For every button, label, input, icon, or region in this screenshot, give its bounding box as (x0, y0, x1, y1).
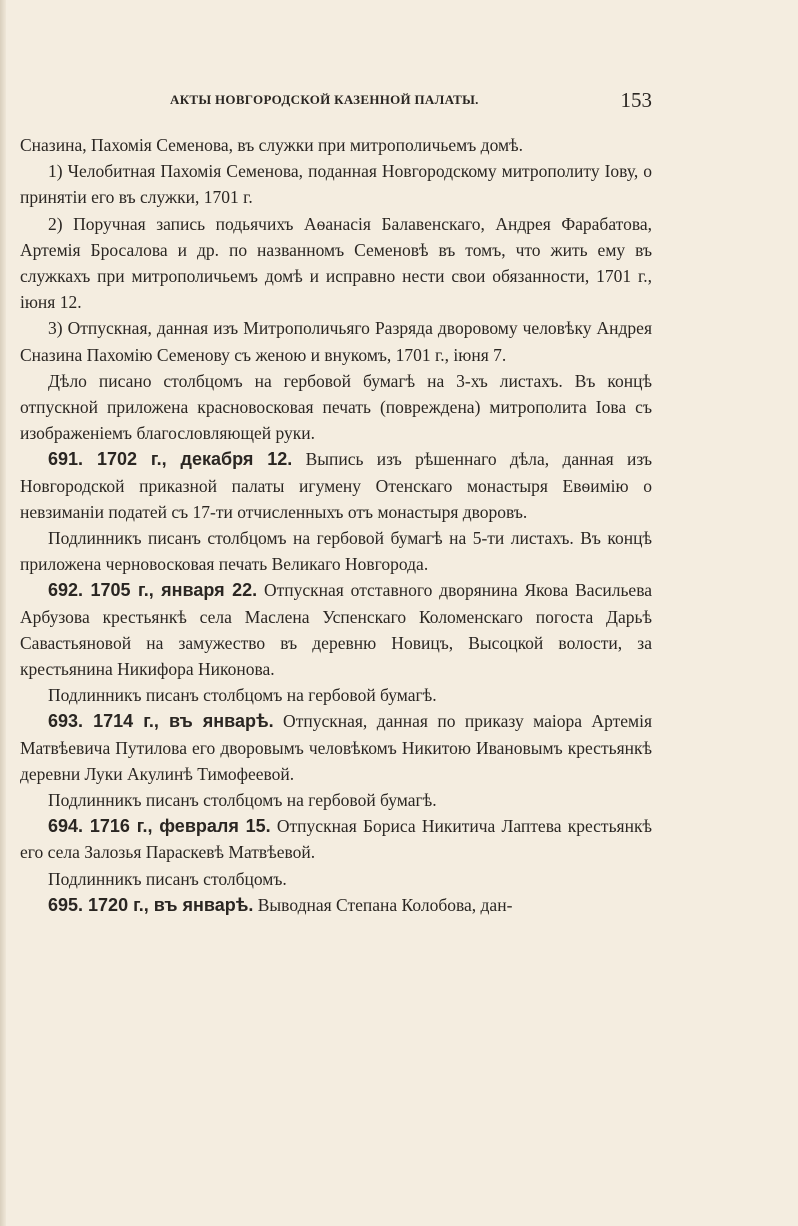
paragraph-text: Дѣло писано столбцомъ на гербовой бумагѣ на 3-хъ листахъ. Въ концѣ отпускной приложена красновосковая печать (повреждена) митрополита Іова съ изображеніемъ благословляющей руки. (20, 370, 652, 444)
paragraph-text: Выводная Степана Колобова, дан- (253, 894, 513, 915)
paragraph-text: Сназина, Пахомія Семенова, въ служки при митрополичьемъ домѣ. (20, 135, 523, 155)
running-title: АКТЫ НОВГОРОДСКОЙ КАЗЕННОЙ ПАЛАТЫ. (170, 92, 479, 107)
entry-heading: 694. 1716 г., февраля 15. (48, 816, 271, 837)
paragraph (20, 787, 652, 813)
paragraph-text: 2) Поручная запись подьячихъ Аѳанасія Балавенскаго, Андрея Фарабатова, Артемія Бросалова и др. по названномъ Семеновѣ въ томъ, что жить ему въ служкахъ при митрополичьемъ домѣ и исправно нести свои обязанности, 1701 г., іюня 12. (20, 213, 652, 313)
running-header (20, 88, 652, 116)
paragraph (20, 892, 652, 918)
entry-heading: 695. 1720 г., въ январѣ. (48, 894, 254, 915)
entry-heading: 693. 1714 г., въ январѣ. (48, 711, 274, 732)
paragraph (20, 315, 652, 367)
paragraph (20, 368, 652, 447)
paragraph (20, 866, 652, 892)
paragraph (20, 211, 652, 316)
paragraph (20, 158, 652, 210)
paragraph-text: Подлинникъ писанъ столбцомъ на гербовой бумагѣ на 5-ти листахъ. Въ концѣ приложена черновосковая печать Великаго Новгорода. (20, 528, 652, 575)
paragraph-text: Подлинникъ писанъ столбцомъ на гербовой бумагѣ. (48, 790, 437, 811)
paragraph (20, 577, 652, 682)
paragraph (20, 708, 652, 787)
paragraph-text: Выпись изъ рѣшеннаго дѣла, данная изъ Новгородской приказной палаты игумену Отенскаго монастыря Евѳимію о невзиманіи податей съ 17-ти отчисленныхъ отъ монастыря дворовъ. (20, 449, 653, 522)
paragraph (20, 525, 652, 577)
paragraph-text: Отпускная отставного дворянина Якова Васильева Арбузова крестьянкѣ села Маслена Успенскаго Коломенскаго погоста Дарьѣ Савастьяновой на замужество въ деревню Новицъ, Высоцкой волости, за крестьянина Никифора Никонова. (20, 580, 652, 680)
page-number: 153 (620, 88, 652, 112)
paragraph-text: Отпускная, данная по приказу маіора Артемія Матвѣевича Путилова его дворовымъ человѣкомъ Никитою Ивановымъ крестьянкѣ деревни Луки Акулинѣ Тимофеевой. (20, 711, 652, 784)
entry-heading: 692. 1705 г., января 22. (48, 580, 258, 601)
paragraph (20, 682, 652, 708)
paragraph (20, 446, 652, 525)
page-edge (0, 0, 6, 1226)
paragraph-text: Отпускная Бориса Никитича Лаптева крестьянкѣ его села Залозья Параскевѣ Матвѣевой. (20, 816, 652, 863)
entry-heading: 691. 1702 г., декабря 12. (48, 449, 293, 470)
paragraph-text: 1) Челобитная Пахомія Семенова, поданная Новгородскому митрополиту Іову, о принятіи его въ служки, 1701 г. (20, 161, 652, 208)
paragraph (20, 132, 652, 158)
paragraph-text: Подлинникъ писанъ столбцомъ на гербовой бумагѣ. (48, 685, 437, 706)
paragraph (20, 813, 652, 865)
paragraph-text: 3) Отпускная, данная изъ Митрополичьяго Разряда дворовому человѣку Андрея Сназина Пахомію Семенову съ женою и внукомъ, 1701 г., іюня 7. (20, 318, 652, 365)
paragraph-text: Подлинникъ писанъ столбцомъ. (48, 868, 287, 889)
page-body (20, 132, 652, 918)
